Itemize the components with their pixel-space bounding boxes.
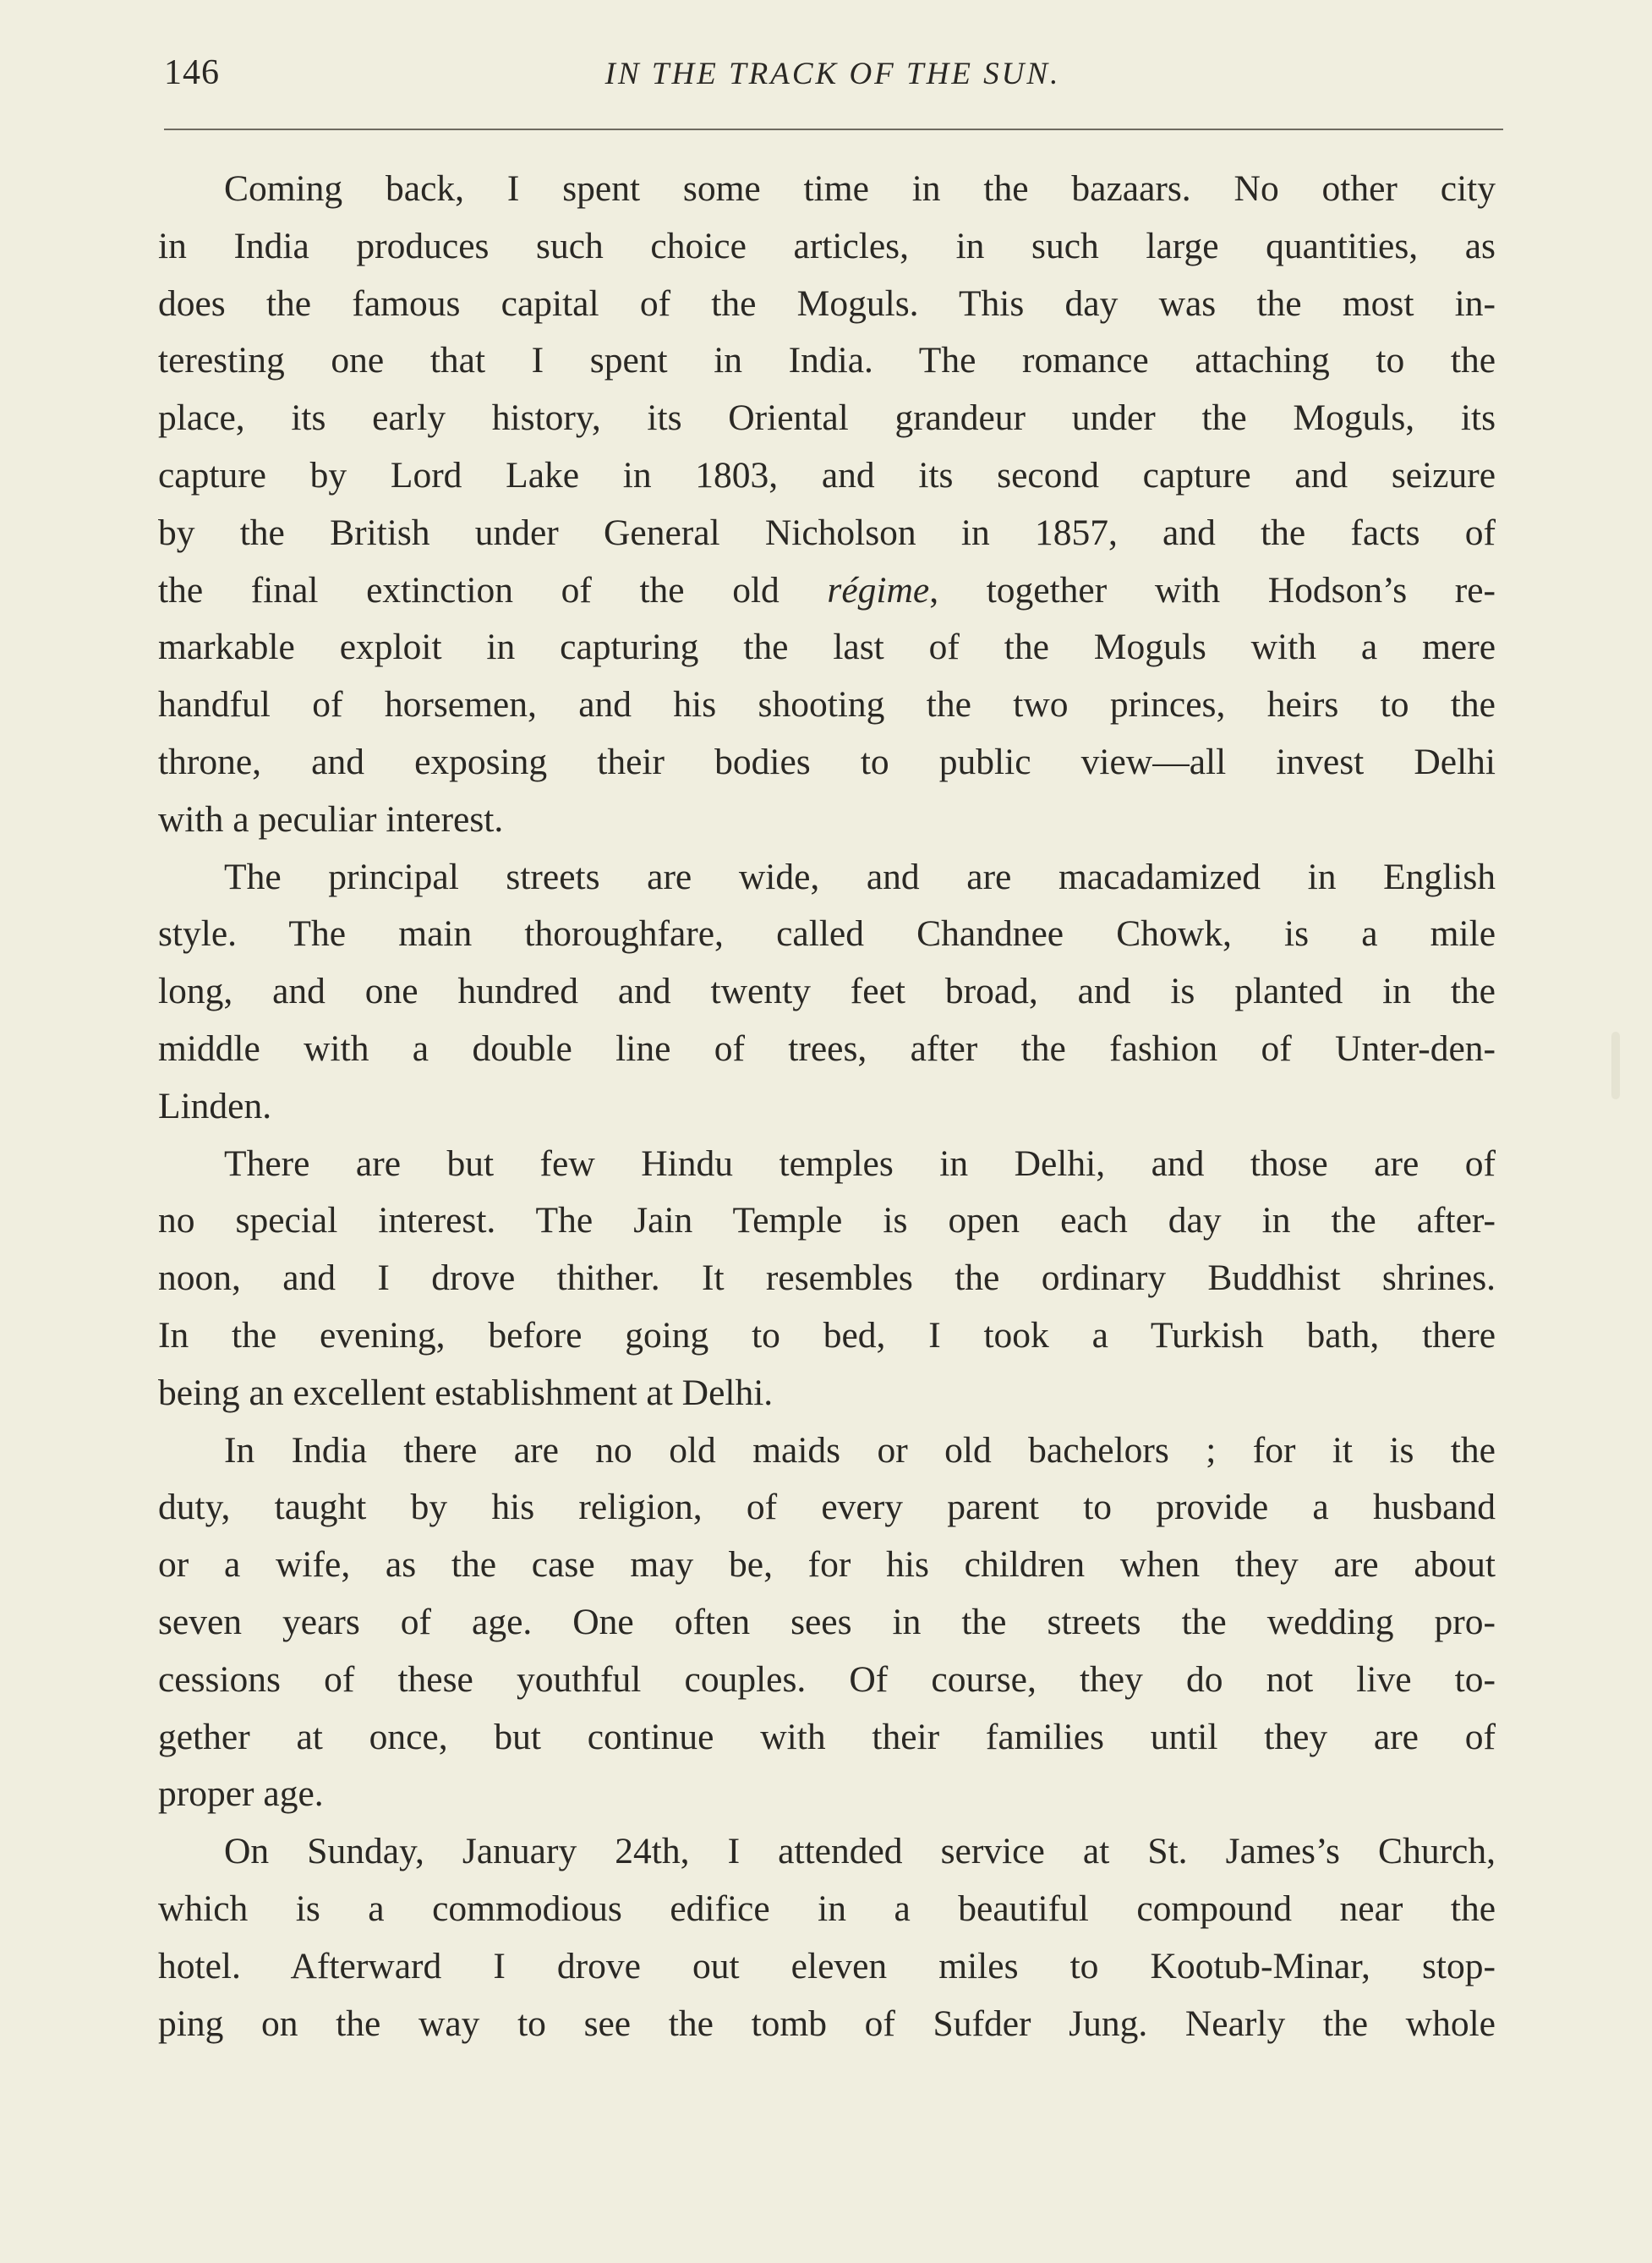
paper-stain (1611, 1032, 1620, 1099)
text-line: gether at once, but continue with their families until they are of (158, 1716, 1496, 1757)
text-line: being an excellent establishment at Delhi. (158, 1372, 774, 1413)
text-line: middle with a double line of trees, after the fashion of Unter-den- (158, 1027, 1496, 1069)
text-line-mixed (158, 562, 1496, 620)
text-line: throne, and exposing their bodies to public view—all invest Delhi (158, 741, 1496, 782)
text-line: In the evening, before going to bed, I took a Turkish bath, there (158, 1314, 1496, 1356)
running-title: IN THE TRACK OF THE SUN. (604, 57, 1061, 91)
text-line: duty, taught by his religion, of every parent to provide a husband (158, 1487, 1496, 1528)
text-line: There are but few Hindu temples in Delhi, and those are of (224, 1142, 1496, 1184)
text-line: place, its early history, its Oriental grandeur under the Moguls, its (158, 397, 1496, 439)
text-line: or a wife, as the case may be, for his children when they are about (158, 1544, 1496, 1586)
text-line: by the British under General Nicholson in 1857, and the facts of (158, 512, 1496, 553)
text-line: which is a commodious edifice in a beautiful compound near the (158, 1888, 1496, 1929)
page-number: 146 (164, 53, 220, 92)
text-line: seven years of age. One often sees in the streets the wedding pro- (158, 1601, 1496, 1642)
italic-word: régime (827, 569, 930, 611)
text-line: hotel. Afterward I drove out eleven miles to Kootub-Minar, stop- (158, 1945, 1496, 1986)
page-header (161, 52, 1505, 100)
text-line: no special interest. The Jain Temple is open each day in the after- (158, 1200, 1496, 1241)
text-line: ping on the way to see the tomb of Sufder Jung. Nearly the whole (158, 2003, 1496, 2044)
paragraph-5 (158, 1823, 1496, 2052)
text-line: markable exploit in capturing the last of the Moguls with a mere (158, 627, 1496, 668)
paragraph-4 (158, 1422, 1496, 1824)
text-line: noon, and I drove thither. It resembles the ordinary Buddhist shrines. (158, 1258, 1496, 1299)
text-line: does the famous capital of the Moguls. This day was the most in- (158, 282, 1496, 324)
paragraph-3 (158, 1136, 1496, 1422)
paragraph-1 (158, 161, 1496, 849)
text-line: Linden. (158, 1085, 272, 1126)
text-segment: the final extinction of the old (158, 569, 828, 611)
text-line: teresting one that I spent in India. The romance attaching to the (158, 340, 1496, 381)
text-line: with a peculiar interest. (158, 798, 504, 840)
text-line: in India produces such choice articles, in such large quantities, as (158, 225, 1496, 266)
header-rule (164, 129, 1503, 130)
text-line: style. The main thoroughfare, called Chandnee Chowk, is a mile (158, 913, 1496, 955)
text-line: On Sunday, January 24th, I attended service at St. James’s Church, (224, 1831, 1496, 1872)
text-line: The principal streets are wide, and are macadamized in English (224, 856, 1496, 897)
text-line: Coming back, I spent some time in the bazaars. No other city (224, 168, 1496, 209)
text-line: long, and one hundred and twenty feet broad, and is planted in the (158, 971, 1496, 1012)
text-line: handful of horsemen, and his shooting the two princes, heirs to the (158, 684, 1496, 726)
paragraph-2 (158, 849, 1496, 1136)
text-line: In India there are no old maids or old bachelors ; for it is the (224, 1429, 1496, 1471)
body-text (158, 161, 1496, 2052)
text-line: capture by Lord Lake in 1803, and its second capture and seizure (158, 454, 1496, 496)
text-segment: , together with Hodson’s re- (929, 569, 1496, 611)
text-line: proper age. (158, 1773, 324, 1815)
text-line: cessions of these youthful couples. Of course, they do not live to- (158, 1658, 1496, 1700)
